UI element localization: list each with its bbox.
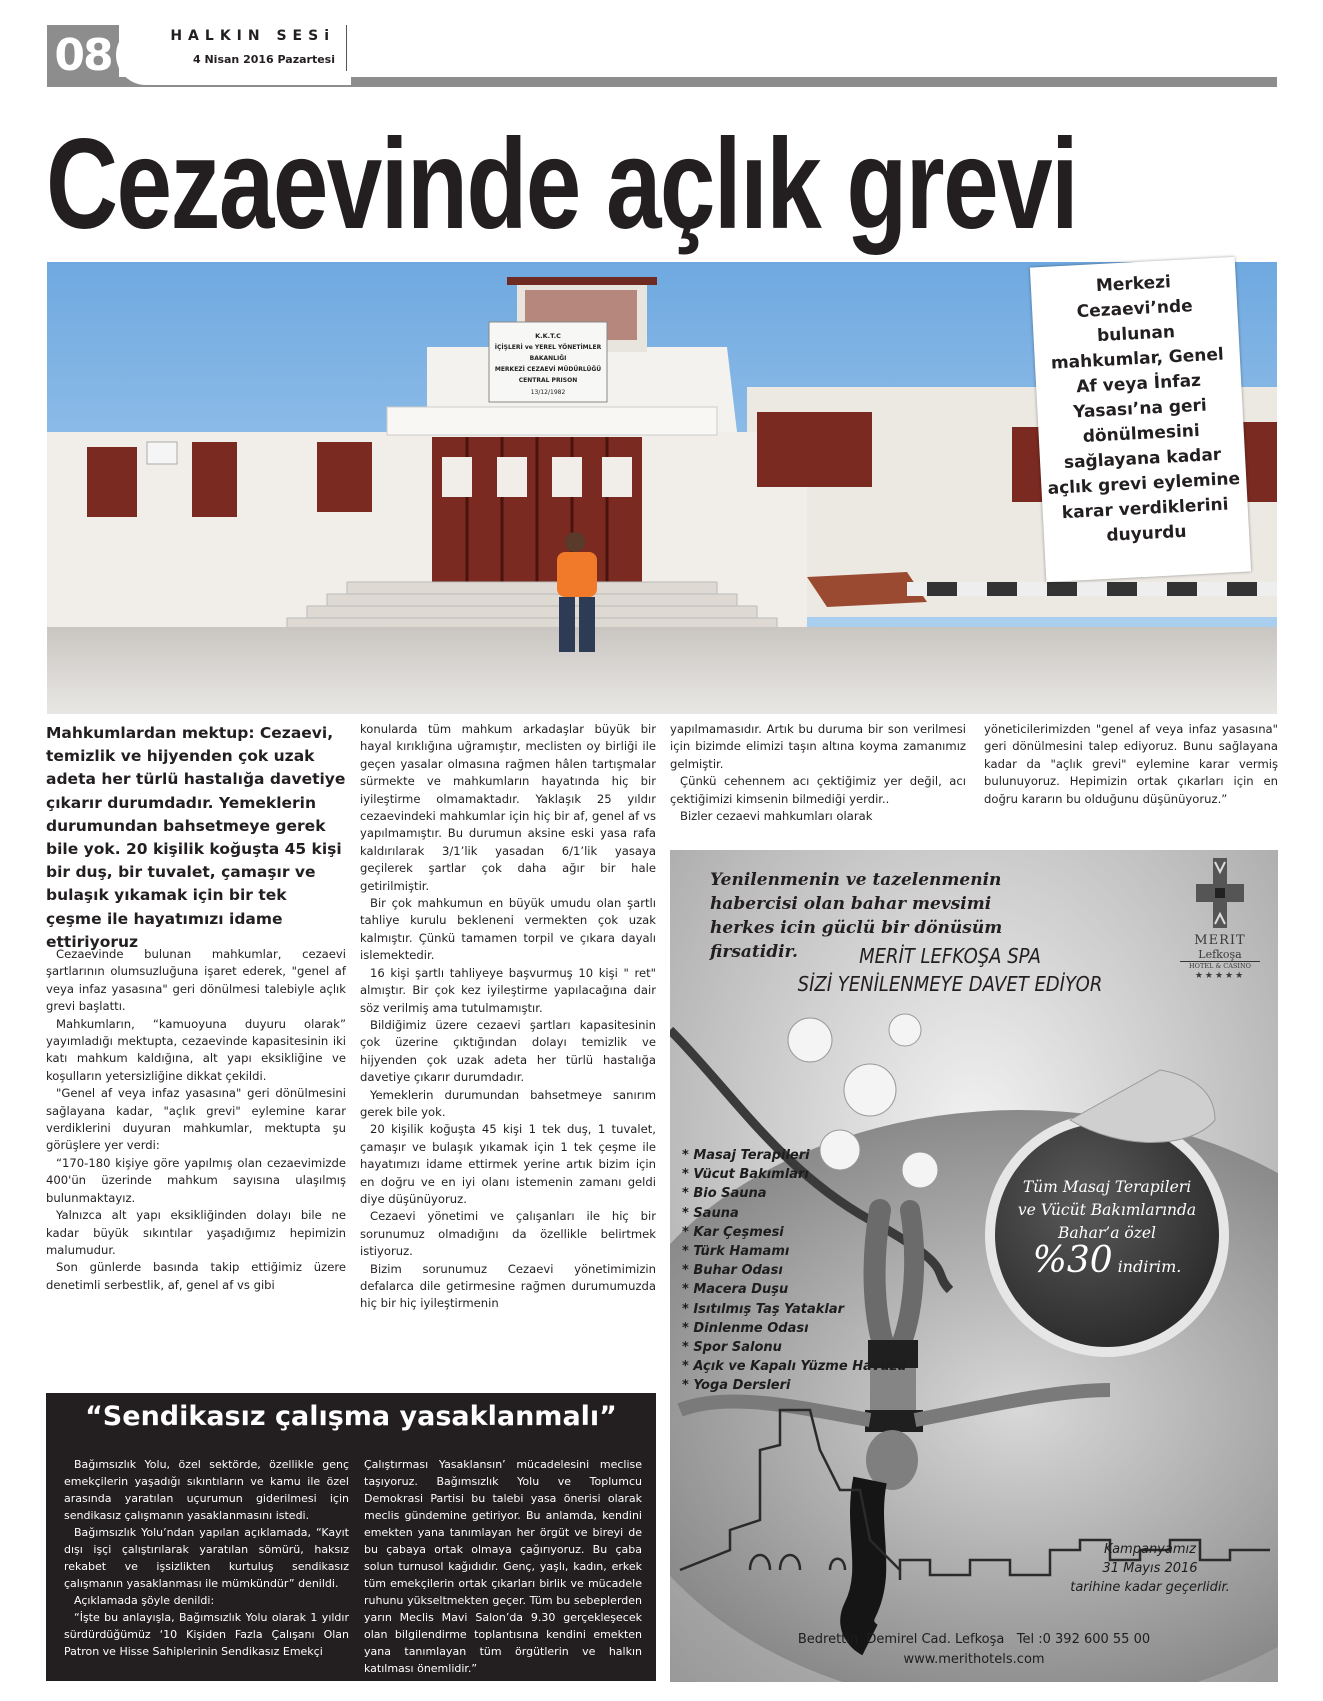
sidebar-story-column-1 — [64, 1456, 349, 1660]
service-item: * Masaj Terapileri — [682, 1148, 810, 1163]
logo-brand: MERIT — [1194, 933, 1246, 948]
article-column-2 — [360, 721, 656, 1313]
ad-website-link[interactable]: www.merithotels.com — [903, 1652, 1045, 1667]
merit-logo — [1180, 858, 1260, 981]
service-item: * Buhar Odası — [682, 1263, 783, 1279]
paragraph: yöneticilerimizden "genel af veya infaz yasasına" geri dönülmesini talep ediyoruz. Bunu sağlayana kadar da "açlık grevi" eylemine karar vermiş bulunuyoruz. Hepimizin ortak çıkarları için en doğru kararın bu olduğunu düşünüyoruz.” — [984, 722, 1278, 806]
campaign-note — [1050, 1540, 1250, 1597]
article-column-1 — [46, 946, 346, 1294]
service-item: * Açık ve Kapalı Yüzme Havuzu — [682, 1359, 907, 1375]
discount-badge — [997, 1176, 1217, 1279]
campaign-line: 31 Mayıs 2016 — [1102, 1561, 1198, 1576]
paragraph: 16 kişi şartlı tahliyeye başvurmuş 10 kişi " ret" almıştır. Bir çok kez iyileştirme yapılacağına dair söz verilmiş ama tutulmamıştır. — [360, 965, 656, 1015]
paragraph: “İşte bu anlayışla, Bağımsızlık Yolu olarak 1 yıldır sürdürdüğümüz ‘10 Kişiden Fazla Çalışanı Olan Patron ve Hisse Sahiplerinin Sendikasız Emekçi — [64, 1611, 349, 1658]
paragraph: Yalnızca alt yapı eksikliğinden dolayı bile ne kadar büyük sıkıntılar yaşadığımız hepimizin malumudur. — [46, 1208, 346, 1257]
sidebar-story-column-2 — [364, 1456, 642, 1677]
service-item: * Spor Salonu — [682, 1340, 782, 1356]
service-item: * Bio Sauna — [682, 1186, 767, 1202]
service-item: * Yoga Dersleri — [682, 1378, 791, 1394]
logo-city: Lefkoşa — [1180, 948, 1260, 962]
paragraph: Bağımsızlık Yolu’ndan yapılan açıklamada, “Kayıt dışı işçi çalıştırılarak yaratılan sömürü, haksız rekabet ve işsizlikten kurtuluş sendikasız çalışmanın yasaklanması ile mümkündür” denildi. — [64, 1526, 349, 1590]
paragraph: Mahkumların, “kamuoyuna duyuru olarak” yayımladığı mektupta, cezaevinde kapasitesinin iki katı mahkum kaldığına, alt yapı eksikliğine ve koşulların yetersizliğine dikkat çekildi. — [46, 1016, 346, 1083]
badge-suffix: indirim. — [1117, 1257, 1182, 1276]
service-item: * Sauna — [682, 1205, 739, 1221]
service-item: * Macera Duşu — [682, 1282, 789, 1298]
sign-line: BAKANLIĞI — [529, 355, 567, 362]
paragraph: "Genel af veya infaz yasasına" geri dönülmesini sağlayana kadar, "açlık grevi" eylemine karar verdiklerini duyuran mahkumlar, mektupta şu görüşlere yer verdi: — [46, 1086, 346, 1153]
service-item: * Türk Hamamı — [682, 1244, 790, 1260]
page-number: 08 — [54, 30, 112, 81]
ad-intro-line: habercisi olan bahar mevsimi — [710, 894, 992, 914]
sign-line: İÇİŞLERİ ve YEREL YÖNETİMLER — [494, 344, 602, 351]
service-item: * Isıtılmış Taş Yataklar — [682, 1301, 845, 1317]
article-lede: Mahkumlardan mektup: Cezaevi, temizlik ve hijyenden çok uzak adeta her türlü hastalığa davetiye çıkarır durumdadır. Yemeklerin durumundan bahsetmeye gerek bile yok. 20 kişilik koğuşta 45 kişi bir duş, bir tuvalet, çamaşır ve bulaşık yıkamak için bir tek çeşme ile hayatımızı idame ettiriyoruz — [46, 724, 346, 951]
paragraph: Yemeklerin durumundan bahsetmeye sanırım gerek bile yok. — [360, 1087, 656, 1119]
badge-percent: %30 — [1032, 1240, 1113, 1281]
paragraph: yapılmamasıdır. Artık bu duruma bir son verilmesi için bizimde elimizi taşın altına koyma zamanımız gelmiştir. — [670, 722, 966, 771]
ad-address: Bedrettin Demirel Cad. Lefkoşa Tel :0 392 600 55 00 — [797, 1632, 1151, 1647]
ad-intro-line: herkes icin güclü bir dönüsüm firsatidir. — [710, 918, 1003, 962]
service-item: * Dinlenme Odası — [682, 1320, 809, 1336]
paragraph: Bir çok mahkumun en büyük umudu olan şartlı tahliye kurulu bekleneni vermekten çok uzak kalmıştır. Çünkü tamamen torpil ve çıkara dayalı islemektedir. — [360, 896, 656, 963]
badge-line: ve Vücüt Bakımlarında — [1017, 1201, 1197, 1219]
ad-title-line: MERİT LEFKOŞA SPA — [859, 944, 1041, 968]
paragraph: Bizler cezaevi mahkumları olarak — [680, 809, 873, 824]
paragraph: Açıklamada şöyle denildi: — [74, 1594, 215, 1607]
article-column-3 — [670, 721, 966, 825]
service-item: * Vücut Bakımları — [682, 1167, 809, 1183]
article-column-4 — [984, 721, 1278, 808]
paragraph: Bildiğimiz üzere cezaevi şartları kapasitesinin çok üzerine çıktığından dolayı temizlik ve hijyenden çok uzak adeta her türlü hastalığa davetiye çıkarır durumdadır. — [360, 1017, 656, 1085]
ad-title-line: SİZİ YENİLENMEYE DAVET EDİYOR — [797, 972, 1103, 996]
paragraph: Cezaevinde bulunan mahkumlar, cezaevi şartlarının olumsuzluğuna işaret ederek, "genel af veya infaz yasasına" geri dönülmesi talebiyle açlık grevi başlattı. — [46, 947, 346, 1014]
ad-intro-line: Yenilenmenin ve tazelenmenin — [710, 870, 1002, 890]
sign-line: CENTRAL PRISON — [518, 377, 578, 384]
masthead-title: HALKIN SESi — [170, 28, 335, 44]
publication-date: 4 Nisan 2016 Pazartesi — [192, 53, 335, 66]
spa-advertisement — [670, 850, 1278, 1682]
sign-line: 13/12/1982 — [530, 389, 566, 396]
spa-services-list — [682, 1146, 942, 1396]
sidebar-story-box — [46, 1393, 656, 1681]
photo-caption: Merkezi Cezaevi’nde bulunan mahkumlar, Genel Af veya İnfaz Yasası’na geri dönülmesini sağlayana kadar açlık grevi eylemine karar verdiklerini duyurdu — [1030, 257, 1251, 582]
campaign-line: tarihine kadar geçerlidir. — [1070, 1580, 1230, 1595]
page-headline: Cezaevinde açlık grevi — [46, 113, 1078, 256]
paragraph: Çalıştırması Yasaklansın’ mücadelesini meclise taşıyoruz. Bağımsızlık Yolu ve Toplumcu Demokrasi Partisi bu talebi yasa önerisi olarak meclis gündemine getiriyor. Bu anlamda, kendini emekten yana tanımlayan her örgüt ve bireyi de bu çabaya ortak olmaya çağırıyoruz. Bu çaba solun turnusol kağıdıdır. Genç, yaşlı, kadın, erkek tüm emekçilerin ortak çıkarları birlik ve mücadele ruhunu yükseltmekten geçer. Tüm bu sebeplerden yarın Meclis Mavi Salon’da 9.30 gerçekleşecek olan bilgilendirme toplantısına kendini emekten yana tanımlayan tüm örgütlerin ve halkın katılması önemlidir.” — [364, 1458, 642, 1675]
campaign-line: Kampanyamız — [1104, 1542, 1196, 1557]
badge-line: Tüm Masaj Terapileri — [1022, 1178, 1192, 1196]
paragraph: Bağımsızlık Yolu, özel sektörde, özellikle genç emekçilerin yaşadığı sıkıntıların ve kamu ile özel arasında yaratılan uçurumun giderilmesi için sendikasız çalışmanın yasaklanmasını istedi. — [64, 1458, 349, 1522]
header-separator — [346, 25, 347, 71]
merit-cross-icon — [1196, 858, 1244, 928]
service-item: * Kar Çeşmesi — [682, 1224, 784, 1240]
paragraph: Çünkü cehennem acı çektiğimiz yer değil, acı çektiğimizi kimsenin bilmediği yerdir.. — [670, 774, 966, 806]
paragraph: Bizim sorunumuz Cezaevi yönetimimizin defalarca dile getirmesine rağmen durumumuzda hiç bir hiç iyileştirmenin — [360, 1261, 656, 1311]
paragraph: Son günlerde basında takip ettiğimiz üzere denetimli serbestlik, af, genel af vs gibi — [46, 1260, 346, 1292]
paragraph: 20 kişilik koğuşta 45 kişi 1 tek duş, 1 tuvalet, çamaşır ve bulaşık yıkamak için 1 tek çeşme ile hayatımızı idame ettirmek yerine artık bizim için en doğru ve en iyi olanı istemenin zamanı geldi diye düşünüyoruz. — [360, 1122, 656, 1206]
sign-line: MERKEZİ CEZAEVİ MÜDÜRLÜĞÜ — [494, 366, 602, 373]
logo-stars: ★★★★★ — [1194, 970, 1246, 980]
badge-line: Bahar’a özel — [1058, 1224, 1156, 1242]
ad-title — [761, 942, 1139, 998]
paragraph: “170-180 kişiye göre yapılmış olan cezaevimizde 400'ün üzerinde mahkum sayısına ulaşılmış bulunmaktayız. — [46, 1155, 346, 1205]
logo-sub: HOTEL & CASINO — [1188, 962, 1252, 970]
sign-line: K.K.T.C — [535, 332, 561, 340]
sidebar-story-title: “Sendikasız çalışma yasaklanmalı” — [85, 1401, 617, 1432]
paragraph: Cezaevi yönetimi ve çalışanları ile hiç bir sorunumuz olmadığını da özellikle belirtmek istiyoruz. — [360, 1209, 656, 1259]
paragraph: konularda tüm mahkum arkadaşlar büyük bir hayal kırıklığına uğramıştır, meclisten oy birliği ile geçen yasalar olmasına rağmen hâlen tartışmalar sürmekte ve mahkumların hayatında hiç bir iyileştirme olmamaktadır. Yaklaşık 25 yıldır cezaevindeki mahkumlar için hiç bir af, genel af vs yapılmamıştır. Bu durumun aksine eski yasa rafa kaldırılarak 3/1’lik yasadan 6/1’lik yasaya geçilerek şartlar çok daha ağır bir hale getirilmiştir. — [360, 722, 656, 893]
